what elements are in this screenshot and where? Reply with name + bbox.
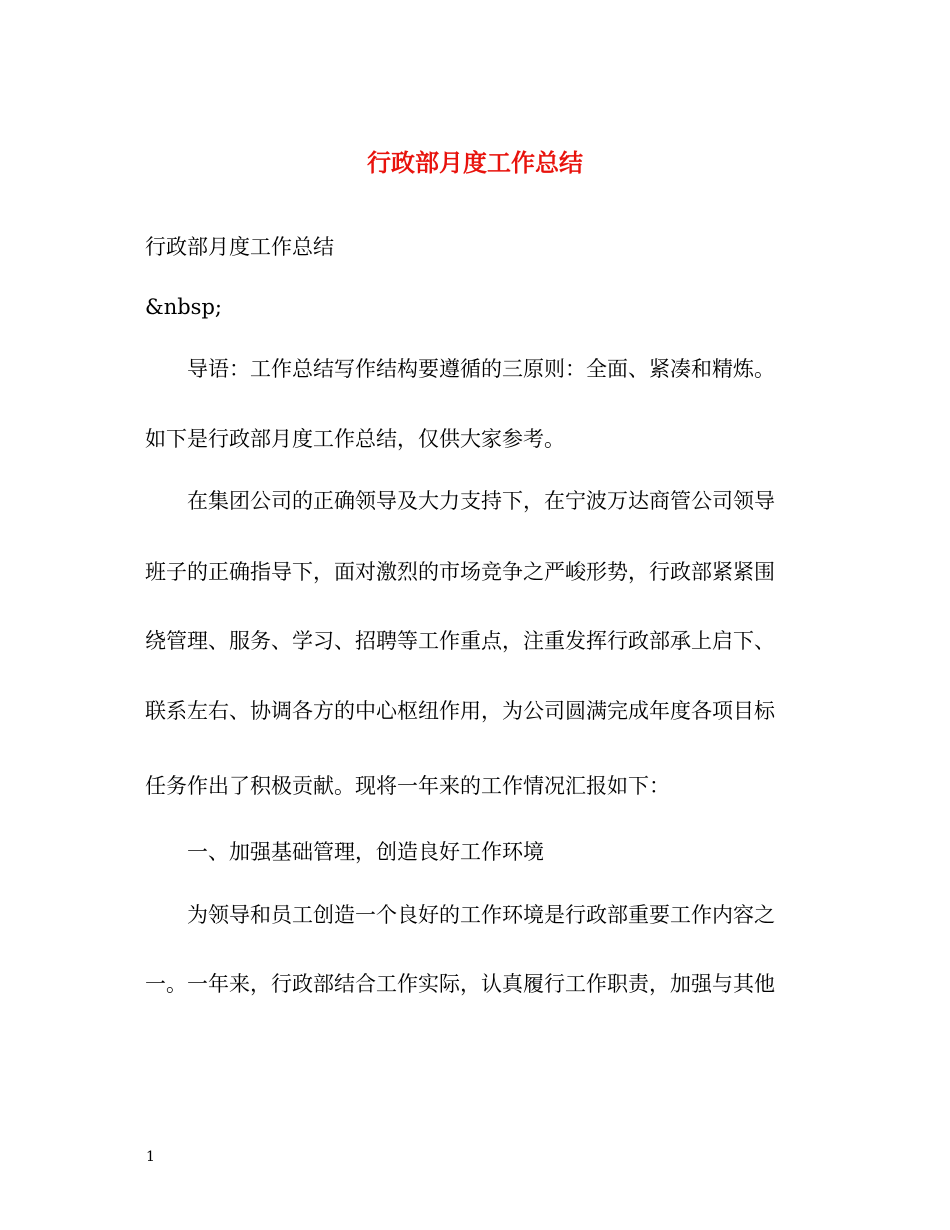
paragraph-placeholder: &nbsp; — [145, 295, 222, 319]
paragraph-line: 在集团公司的正确领导及大力支持下，在宁波万达商管公司领导 — [187, 489, 775, 513]
paragraph-line: 班子的正确指导下，面对激烈的市场竞争之严峻形势，行政部紧紧围 — [145, 560, 775, 584]
paragraph-line: 绕管理、服务、学习、招聘等工作重点，注重发挥行政部承上启下、 — [145, 629, 775, 653]
page-number: 1 — [146, 1149, 155, 1165]
document-title: 行政部月度工作总结 — [367, 148, 583, 177]
paragraph-heading: 行政部月度工作总结 — [145, 235, 334, 259]
paragraph-line: 任务作出了积极贡献。现将一年来的工作情况汇报如下： — [145, 774, 670, 798]
paragraph-line: 导语：工作总结写作结构要遵循的三原则：全面、紧凑和精炼。 — [187, 357, 775, 381]
paragraph-line: 联系左右、协调各方的中心枢纽作用，为公司圆满完成年度各项目标 — [145, 699, 775, 723]
paragraph-line: 为领导和员工创造一个良好的工作环境是行政部重要工作内容之 — [187, 903, 775, 927]
section-heading: 一、加强基础管理，创造良好工作环境 — [187, 840, 544, 864]
paragraph-line: 如下是行政部月度工作总结，仅供大家参考。 — [145, 427, 565, 451]
paragraph-line: 一。一年来，行政部结合工作实际，认真履行工作职责，加强与其他 — [145, 972, 775, 996]
